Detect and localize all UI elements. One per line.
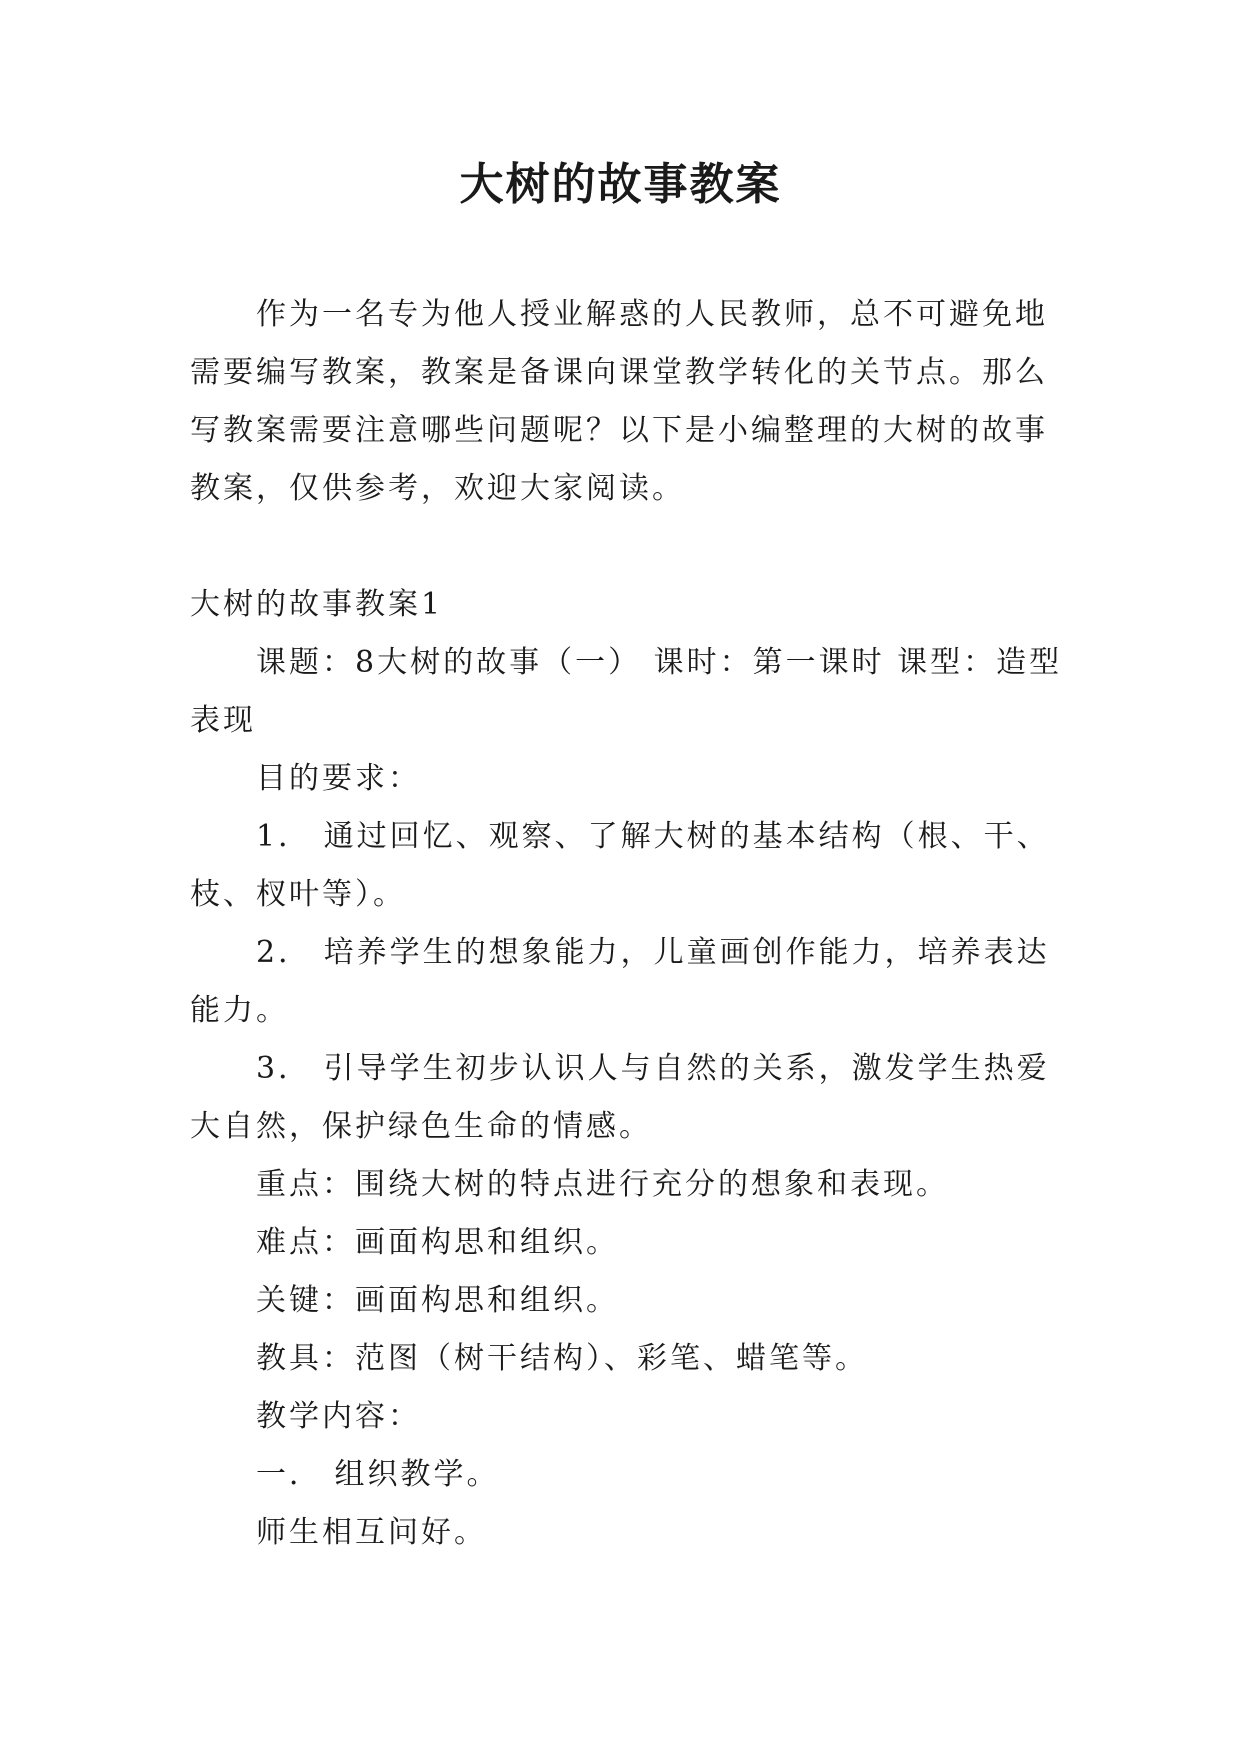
key-paragraph: 关键：画面构思和组织。 [256,1283,619,1318]
objective-item-2: 2． 培养学生的想象能力，儿童画创作能力，培养表达能力。 [190,935,1050,1028]
greeting-paragraph: 师生相互问好。 [256,1515,487,1550]
section-heading: 大树的故事教案1 [190,587,444,622]
lesson-info-paragraph: 课题：8大树的故事（一） 课时：第一课时 课型：造型表现 [190,645,1063,738]
key-point-paragraph: 重点：围绕大树的特点进行充分的想象和表现。 [256,1167,949,1202]
objective-item-3: 3． 引导学生初步认识人与自然的关系，激发学生热爱大自然，保护绿色生命的情感。 [190,1051,1050,1144]
teaching-content-heading: 教学内容： [256,1399,421,1434]
document-title: 大树的故事教案 [459,159,782,210]
paragraph-spacer [190,518,1070,576]
objectives-heading: 目的要求： [256,761,421,796]
teaching-aids-paragraph: 教具：范图（树干结构）、彩笔、蜡笔等。 [256,1341,868,1376]
difficulty-paragraph: 难点：画面构思和组织。 [256,1225,619,1260]
document-body [190,286,1070,1562]
objective-item-1: 1． 通过回忆、观察、了解大树的基本结构（根、干、枝、杈叶等）。 [190,819,1050,912]
step-one-paragraph: 一． 组织教学。 [256,1457,500,1492]
intro-paragraph: 作为一名专为他人授业解惑的人民教师，总不可避免地需要编写教案，教案是备课向课堂教学转化的关节点。那么写教案需要注意哪些问题呢？以下是小编整理的大树的故事教案，仅供参考，欢迎大家阅读。 [190,297,1048,506]
